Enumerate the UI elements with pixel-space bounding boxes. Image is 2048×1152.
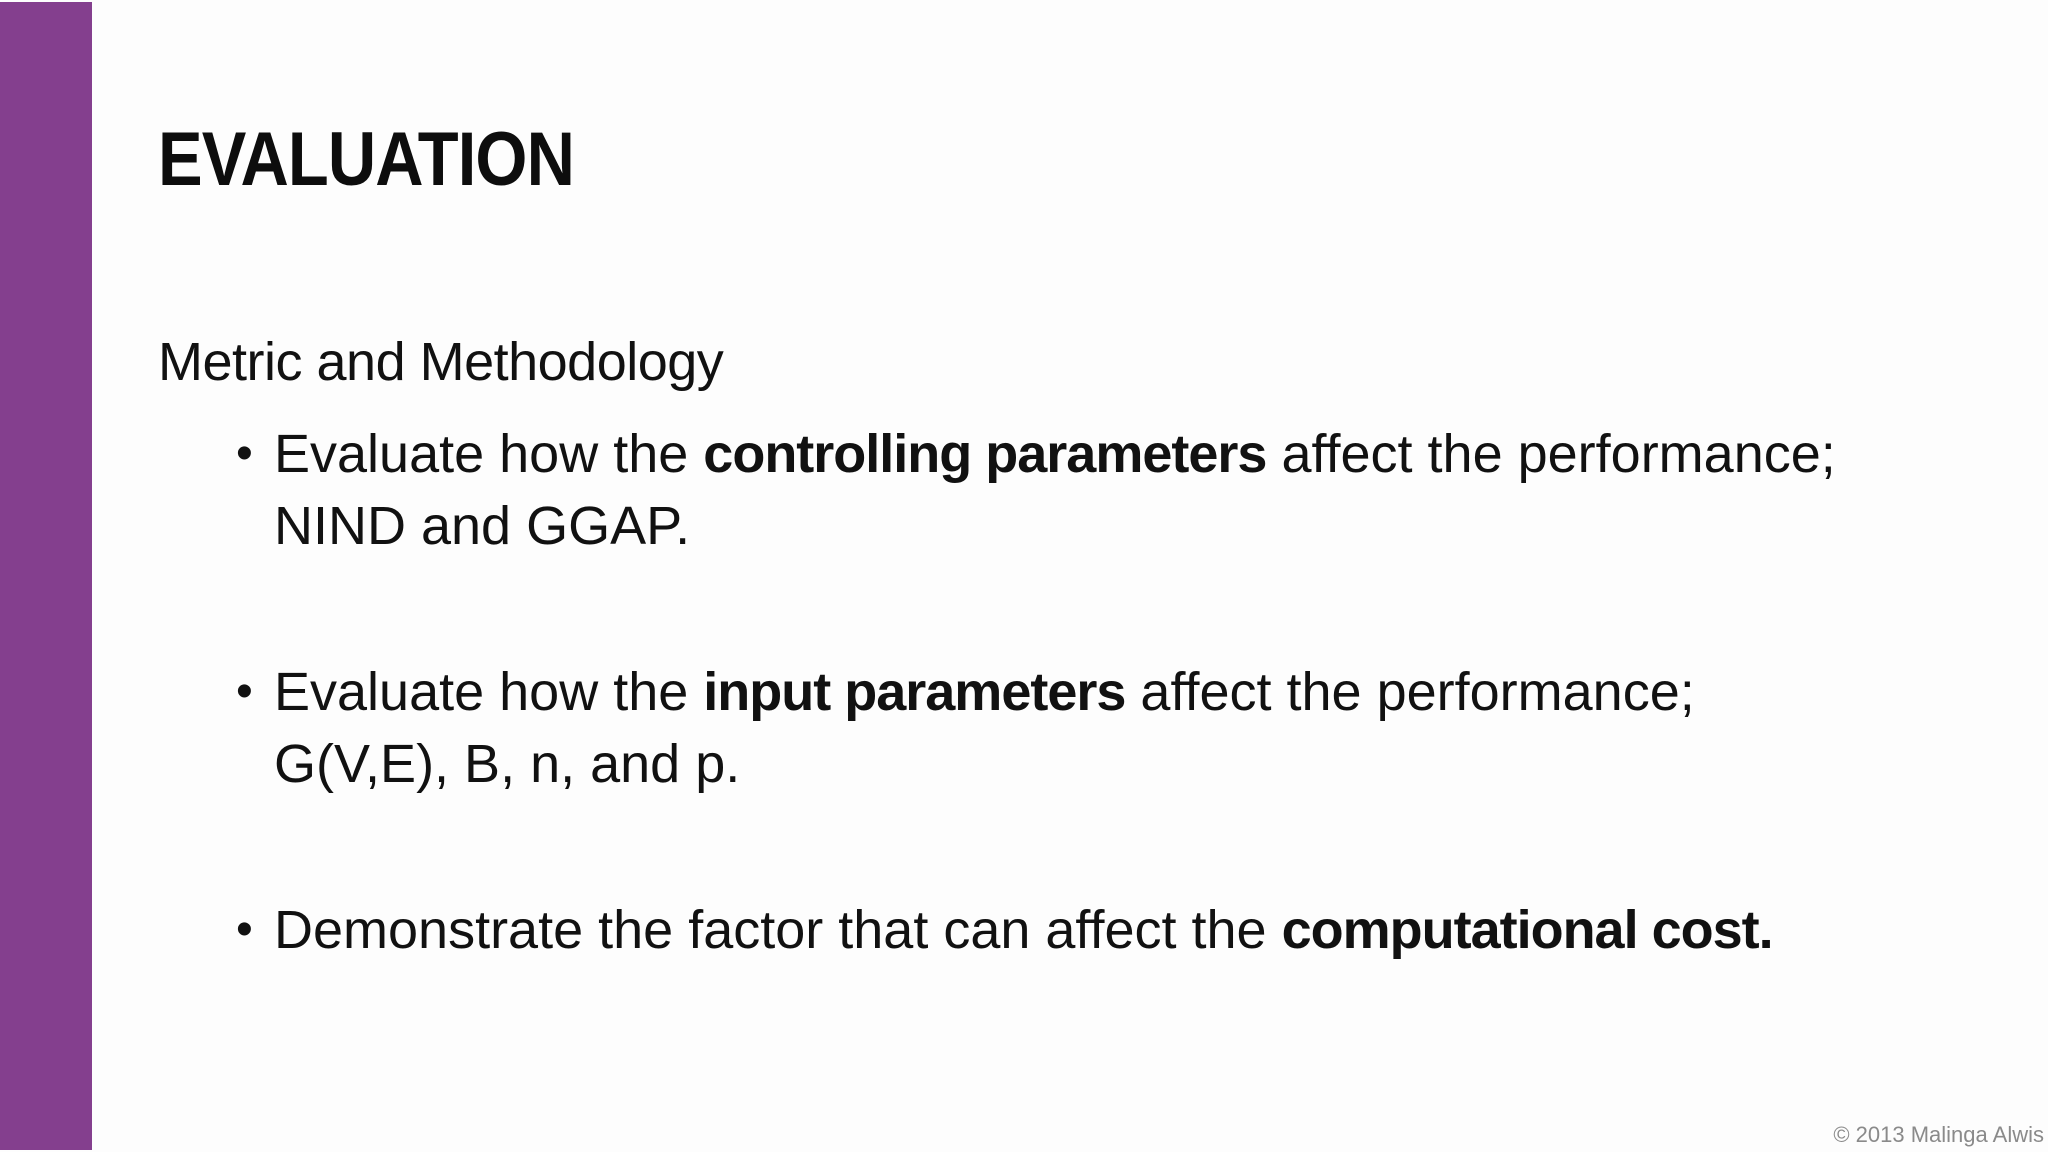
bullet-emphasis: controlling parameters: [703, 424, 1267, 484]
bullet-list: [236, 418, 1876, 1060]
bullet-item: [236, 894, 1876, 966]
accent-bar: [0, 2, 92, 1150]
slide-title: EVALUATION: [158, 117, 574, 202]
bullet-text: Evaluate how the: [274, 662, 704, 722]
bullet-text: affect the performance; G(V,E), B, n, and p.: [274, 662, 1695, 794]
bullet-item: [236, 418, 1876, 562]
bullet-emphasis: computational cost.: [1281, 900, 1773, 960]
bullet-text: affect the performance; NIND and GGAP.: [274, 424, 1836, 556]
copyright-footer: © 2013 Malinga Alwis: [1833, 1122, 2044, 1147]
bullet-emphasis: input parameters: [703, 662, 1126, 722]
bullet-icon: •: [236, 427, 253, 480]
bullet-icon: •: [236, 665, 253, 718]
bullet-item: [236, 656, 1876, 800]
bullet-text: Evaluate how the: [274, 424, 704, 484]
section-heading: Metric and Methodology: [158, 332, 724, 392]
bullet-text: Demonstrate the factor that can affect the: [274, 900, 1282, 960]
bullet-icon: •: [236, 903, 253, 956]
